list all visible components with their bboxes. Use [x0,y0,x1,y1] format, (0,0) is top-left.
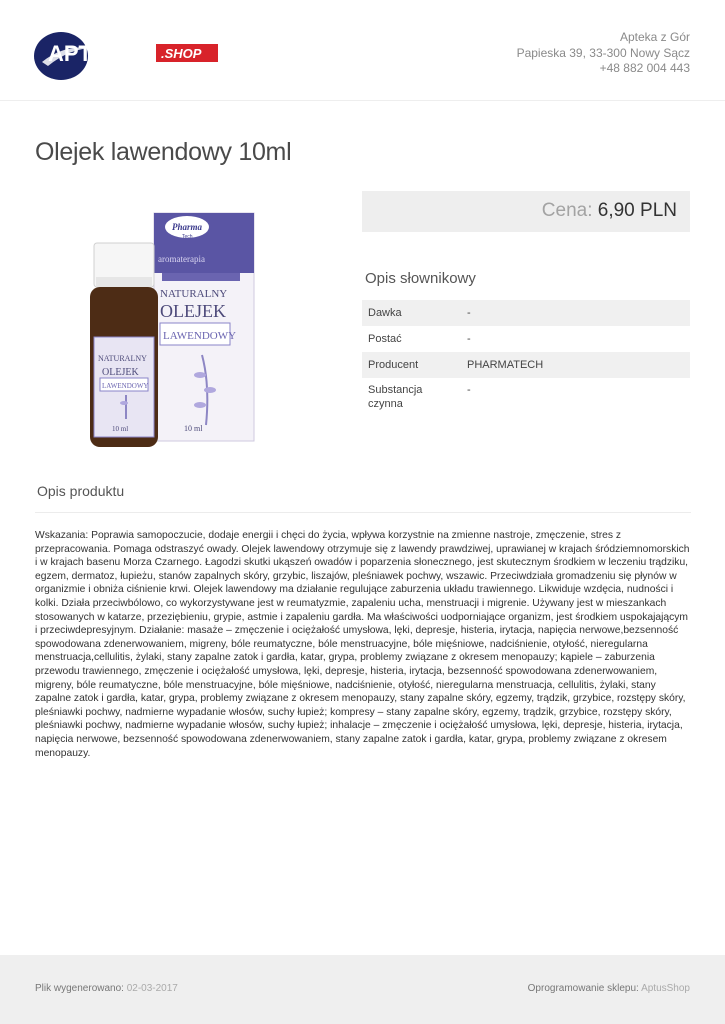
attribute-key: Postać [368,333,402,345]
table-row [362,378,690,414]
description-text: Wskazania: Poprawia samopoczucie, dodaje energii i chęci do życia, wpływa korzystnie na zmienne nastroje, zmęczenie, stres z przepracowania. Pomaga odstraszyć owady. Olejek lawendowy otrzymuje się z lawendy prawdziwej, uprawianej w krajach śródziemnomorskich i w krajach basenu Morza Czarnego. Łagodzi skutki ukąszeń owadów i poparzenia słonecznego, jest skutecznym środkiem w leczeniu trądziku, egzem, dermatoz, łupieżu, stanów zapalnych skóry, grzybic, liszajów, pleśniawek pochwy, wszawic. Przeciwdziała gromadzeniu się płynów w organizmie i obniża ciśnienie krwi. Olejek lawendowy ma działanie regulujące zaburzenia układu trawiennego. Likwiduje wzdęcia, nudności i kolki. Działa przeciwbólowo, co wykorzystywane jest w reumatyzmie, zapaleniu ucha, menstruacji i migrenie. Używany jest w mieszankach stosowanych w katarze, przeziębieniu, grypie, astmie i zapaleniu gardła. Ma właściwości uodporniające organizm, jest środkiem uspokajającym i przeciwdepresyjnym. Działanie: masaże – zmęczenie i ociężałość umysłowa, lęki, depresje, histeria, irytacja, napięcia nerwowe,bezsenność spowodowana zdenerwowaniem, migreny, bóle reumatyczne, bóle menstruacyjne, bóle mięśniowe, nadciśnienie, otyłość, nieregularna menstruacja,cellulitis, żylaki, stany zapalne zatok i gardła, katar, grypa, problemy związane z okresem menopauzy; kąpiele – zaburzenia przewodu trawiennego, zmęczenie i ociężałość umysłowa, lęki, depresje, histeria, irytacja, bezsenność spowodowana zdenerwowaniem, migreny, bóle reumatyczne, bóle menstruacyjne, bóle mięśniowe, nadciśnienie, otyłość, nieregularna menstruacja, cellulitis, żylaki, stany zapalne zatok i gardła, katar, grypa, problemy związane z okresem menopauzy, stany zapalne skóry, egzemy, trądzik, grzybice, rozstępy skóry, pleśniawki pochwy, nadmierne wypadanie włosów, suchy łupież; kompresy – stany zapalne skóry, egzemy, trądzik, grzybice, rozstępy skóry, pleśniawki pochwy, nadmierne wypadanie włosów, suchy łupież; inhalacje – zmęczenie i ociężałość umysłowa, lęki, depresje, histeria, irytacja, napięcia nerwowe, bezsenność spowodowana zdenerwowaniem, stany zapalne zatok i gardła, katar, grypa, problemy związane z okresem menopauzy. [35,530,690,759]
software-link[interactable]: AptusShop [641,983,690,994]
shop-info [517,30,690,77]
divider [35,512,691,513]
generated-info [35,983,178,994]
price-box [362,191,690,232]
table-row [362,300,690,326]
attribute-key: Dawka [368,307,402,319]
shop-name: Apteka z Gór [619,30,690,44]
aptus-shop-logo[interactable] [34,28,224,84]
attribute-value: - [467,333,471,345]
price [542,200,677,222]
svg-text:LAWENDOWY: LAWENDOWY [163,330,237,342]
svg-text:OLEJEK: OLEJEK [102,367,139,378]
table-row [362,326,690,352]
attributes-table [362,300,690,414]
attribute-value: - [467,307,471,319]
table-row [362,352,690,378]
svg-text:APTUS: APTUS [48,41,123,66]
svg-text:10 ml: 10 ml [184,424,203,433]
shop-phone: +48 882 004 443 [599,61,690,75]
dictionary-title: Opis słownikowy [365,270,476,287]
software-info [528,983,690,994]
svg-text:.SHOP: .SHOP [161,46,202,61]
svg-text:LAWENDOWY: LAWENDOWY [102,382,149,390]
software-label: Oprogramowanie sklepu: [527,983,639,994]
page-header [0,0,725,101]
description-heading: Opis produktu [37,483,125,499]
attribute-value: PHARMATECH [467,359,544,371]
attribute-key: Substancja czynna [368,384,423,410]
svg-text:NATURALNY: NATURALNY [98,354,147,363]
svg-text:Tech: Tech [182,234,193,240]
product-image [82,205,267,450]
generated-label: Plik wygenerowano: [35,983,124,994]
page-footer [0,955,725,1024]
attribute-key: Producent [368,359,419,371]
attribute-value: - [467,384,471,396]
shop-address: Papieska 39, 33-300 Nowy Sącz [516,45,690,60]
svg-text:OLEJEK: OLEJEK [160,301,226,321]
price-value: 6,90 PLN [597,200,677,221]
generated-date: 02-03-2017 [126,983,178,994]
product-title: Olejek lawendowy 10ml [35,138,292,166]
price-label: Cena: [541,200,593,221]
svg-text:NATURALNY: NATURALNY [160,288,228,300]
svg-text:10 ml: 10 ml [112,425,129,433]
svg-text:Pharma: Pharma [172,222,203,232]
svg-text:aromaterapia: aromaterapia [158,254,205,264]
